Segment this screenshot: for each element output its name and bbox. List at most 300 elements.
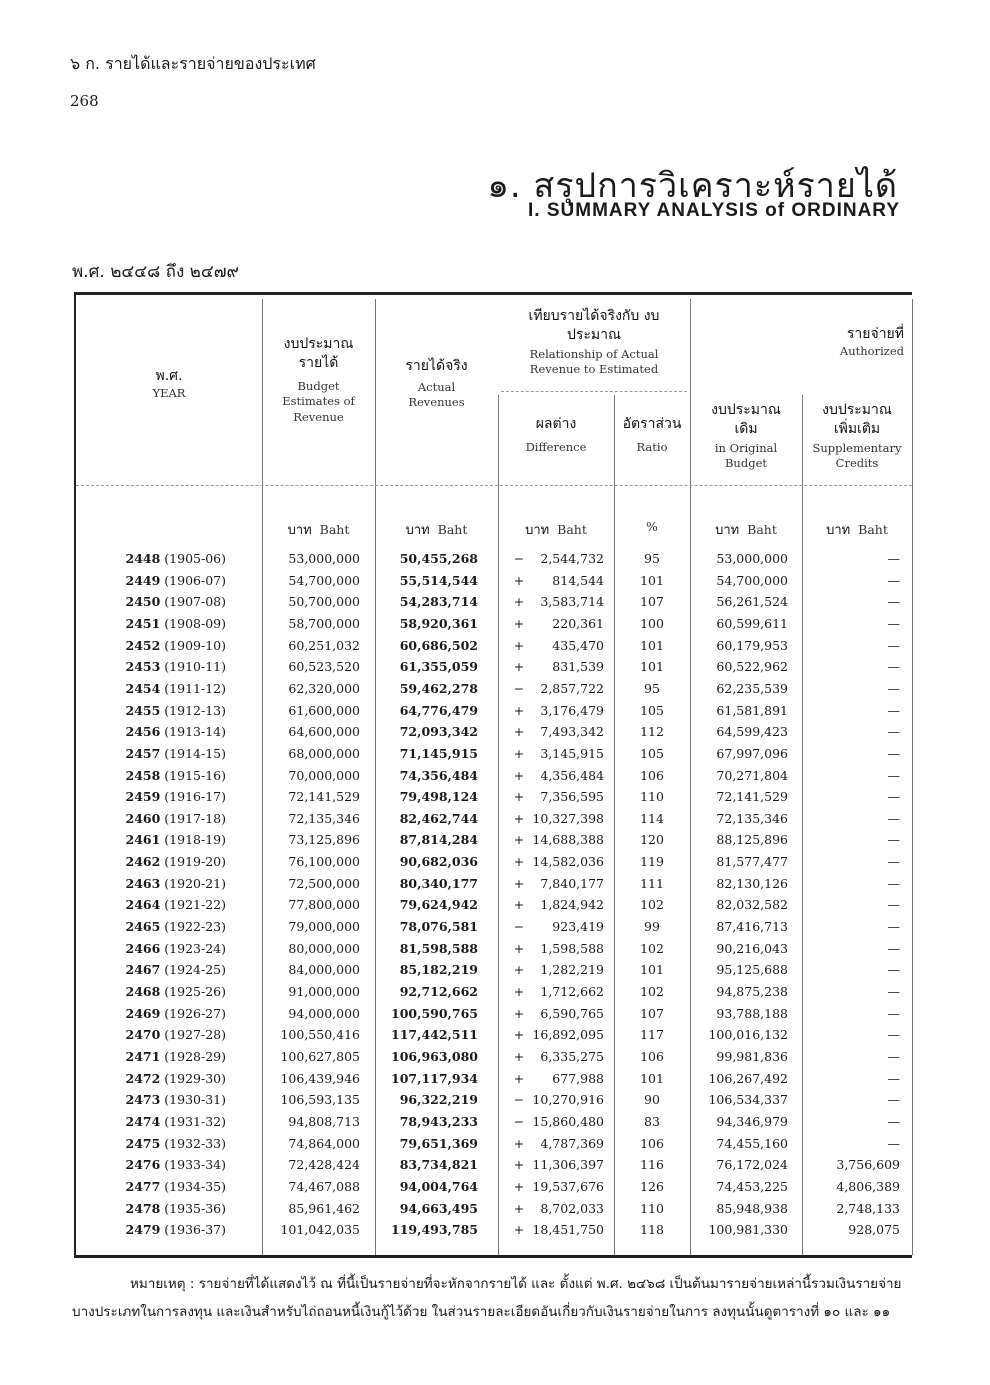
table-row — [76, 768, 914, 790]
header-supplementary — [802, 401, 912, 472]
cell-ratio: 110 — [640, 789, 664, 805]
cell-budget: 53,000,000 — [288, 551, 360, 566]
cell-year: 2477 (1934-35) — [125, 1178, 226, 1194]
cell-actual: 94,663,495 — [399, 1200, 478, 1216]
cell-diff: 14,688,388 — [532, 832, 604, 848]
cell-supp: — — [887, 789, 900, 805]
header-ratio — [614, 415, 690, 455]
header-supplementary-en: Supplementary Credits — [812, 440, 902, 471]
cell-sign: + — [513, 940, 525, 956]
table-row — [76, 616, 914, 638]
cell-actual: 83,734,821 — [399, 1157, 478, 1173]
cell-sign: + — [513, 615, 525, 631]
cell-sign: − — [513, 919, 525, 935]
cell-orig: 60,179,953 — [716, 637, 788, 653]
unit-ratio: % — [646, 519, 658, 534]
cell-actual: 80,340,177 — [399, 875, 478, 891]
cell-orig: 82,130,126 — [716, 875, 788, 891]
cell-diff: 2,544,732 — [540, 551, 604, 566]
cell-supp: — — [887, 615, 900, 631]
cell-supp: — — [887, 940, 900, 956]
cell-ratio: 120 — [640, 832, 664, 848]
table-row — [76, 832, 914, 854]
cell-ratio: 99 — [644, 919, 660, 935]
header-ratio-en: Ratio — [636, 439, 668, 454]
cell-ratio: 100 — [640, 615, 664, 631]
cell-year: 2473 (1930-31) — [125, 1092, 226, 1108]
cell-budget: 74,864,000 — [288, 1135, 360, 1151]
cell-actual: 64,776,479 — [399, 702, 478, 718]
cell-sign: − — [513, 551, 525, 566]
table-row — [76, 1114, 914, 1136]
table-row — [76, 876, 914, 898]
cell-supp: — — [887, 1027, 900, 1043]
cell-diff: 19,537,676 — [532, 1178, 604, 1194]
cell-ratio: 101 — [640, 659, 664, 675]
cell-diff: 7,840,177 — [540, 875, 604, 891]
cell-budget: 72,141,529 — [288, 789, 360, 805]
cell-orig: 90,216,043 — [716, 940, 788, 956]
cell-supp: — — [887, 832, 900, 848]
cell-sign: + — [513, 572, 525, 588]
cell-year: 2472 (1929-30) — [125, 1070, 226, 1086]
cell-budget: 72,500,000 — [288, 875, 360, 891]
cell-ratio: 90 — [644, 1092, 660, 1108]
cell-supp: — — [887, 962, 900, 978]
cell-year: 2468 (1925-26) — [125, 984, 226, 999]
cell-sign: + — [513, 1200, 525, 1216]
cell-orig: 53,000,000 — [716, 551, 788, 566]
cell-supp: — — [887, 745, 900, 761]
cell-ratio: 101 — [640, 1070, 664, 1086]
cell-supp: 928,075 — [848, 1222, 900, 1238]
cell-budget: 106,593,135 — [280, 1092, 360, 1108]
cell-budget: 50,700,000 — [288, 594, 360, 610]
cell-actual: 87,814,284 — [399, 832, 478, 848]
cell-ratio: 106 — [640, 1135, 664, 1151]
cell-ratio: 112 — [640, 724, 664, 740]
cell-supp: 4,806,389 — [836, 1178, 900, 1194]
table-row — [76, 897, 914, 919]
cell-ratio: 95 — [644, 551, 660, 566]
table-row — [76, 573, 914, 595]
cell-year: 2463 (1920-21) — [125, 875, 226, 891]
cell-ratio: 102 — [640, 897, 664, 913]
cell-year: 2457 (1914-15) — [125, 745, 226, 761]
cell-supp: — — [887, 702, 900, 718]
cell-budget: 79,000,000 — [288, 919, 360, 935]
cell-budget: 72,428,424 — [288, 1157, 360, 1173]
cell-year: 2471 (1928-29) — [125, 1048, 226, 1064]
cell-orig: 72,135,346 — [716, 810, 788, 826]
cell-diff: 10,270,916 — [532, 1092, 604, 1108]
cell-sign: − — [513, 1092, 525, 1108]
cell-sign: + — [513, 810, 525, 826]
cell-orig: 70,271,804 — [716, 767, 788, 783]
cell-orig: 56,261,524 — [716, 594, 788, 610]
cell-ratio: 119 — [640, 854, 664, 870]
cell-actual: 85,182,219 — [399, 962, 478, 978]
cell-ratio: 106 — [640, 767, 664, 783]
cell-supp: — — [887, 659, 900, 675]
cell-sign: + — [513, 789, 525, 805]
cell-diff: 7,493,342 — [540, 724, 604, 740]
cell-diff: 1,824,942 — [540, 897, 604, 913]
table-row — [76, 984, 914, 1006]
cell-year: 2450 (1907-08) — [125, 594, 226, 610]
header-ratio-th: อัตราส่วน — [622, 416, 682, 432]
cell-budget: 72,135,346 — [288, 810, 360, 826]
cell-diff: 3,176,479 — [540, 702, 604, 718]
cell-actual: 117,442,511 — [391, 1027, 478, 1043]
cell-year: 2464 (1921-22) — [125, 897, 226, 913]
cell-year: 2466 (1923-24) — [125, 940, 226, 956]
cell-supp: — — [887, 1113, 900, 1129]
cell-orig: 100,981,330 — [708, 1222, 788, 1238]
cell-ratio: 101 — [640, 962, 664, 978]
cell-actual: 90,682,036 — [399, 854, 478, 870]
cell-sign: + — [513, 659, 525, 675]
cell-year: 2462 (1919-20) — [125, 854, 226, 870]
cell-orig: 67,997,096 — [716, 745, 788, 761]
cell-actual: 79,624,942 — [399, 897, 478, 913]
table-row — [76, 941, 914, 963]
header-relationship-th: เทียบรายได้จริงกับ งบประมาณ — [528, 308, 660, 343]
cell-ratio: 111 — [640, 875, 664, 891]
cell-sign: + — [513, 962, 525, 978]
cell-orig: 74,455,160 — [716, 1135, 788, 1151]
cell-supp: — — [887, 875, 900, 891]
cell-budget: 58,700,000 — [288, 615, 360, 631]
cell-year: 2460 (1917-18) — [125, 810, 226, 826]
cell-budget: 62,320,000 — [288, 680, 360, 696]
revenue-table — [74, 292, 912, 1258]
cell-orig: 81,577,477 — [716, 854, 788, 870]
cell-sign: − — [513, 680, 525, 696]
cell-ratio: 117 — [640, 1027, 664, 1043]
cell-sign: + — [513, 767, 525, 783]
cell-actual: 54,283,714 — [399, 594, 478, 610]
cell-actual: 119,493,785 — [391, 1222, 478, 1238]
cell-sign: + — [513, 637, 525, 653]
cell-ratio: 105 — [640, 745, 664, 761]
table-row — [76, 789, 914, 811]
cell-sign: + — [513, 1027, 525, 1043]
table-row — [76, 1071, 914, 1093]
cell-budget: 60,523,520 — [288, 659, 360, 675]
cell-budget: 100,550,416 — [280, 1027, 360, 1043]
cell-orig: 93,788,188 — [716, 1005, 788, 1021]
cell-orig: 94,346,979 — [716, 1113, 788, 1129]
cell-sign: − — [513, 1113, 525, 1129]
cell-actual: 58,920,361 — [399, 615, 478, 631]
cell-diff: 831,539 — [552, 659, 604, 675]
cell-diff: 4,356,484 — [540, 767, 604, 783]
cell-budget: 77,800,000 — [288, 897, 360, 913]
table-row — [76, 703, 914, 725]
cell-orig: 88,125,896 — [716, 832, 788, 848]
cell-orig: 60,522,962 — [716, 659, 788, 675]
cell-year: 2458 (1915-16) — [125, 767, 226, 783]
cell-budget: 64,600,000 — [288, 724, 360, 740]
cell-actual: 79,498,124 — [399, 789, 478, 805]
header-divider — [76, 485, 912, 486]
cell-budget: 94,808,713 — [288, 1113, 360, 1129]
cell-ratio: 116 — [640, 1157, 664, 1173]
cell-supp: — — [887, 572, 900, 588]
cell-budget: 91,000,000 — [288, 984, 360, 999]
cell-orig: 62,235,539 — [716, 680, 788, 696]
unit-actual: บาท Baht — [405, 522, 468, 538]
header-budget-th: งบประมาณ รายได้ — [283, 336, 354, 371]
cell-diff: 3,583,714 — [540, 594, 604, 610]
cell-orig: 106,267,492 — [708, 1070, 788, 1086]
table-row — [76, 1006, 914, 1028]
header-difference-en: Difference — [525, 439, 587, 454]
cell-sign: + — [513, 1070, 525, 1086]
cell-year: 2456 (1913-14) — [125, 724, 226, 740]
cell-orig: 85,948,938 — [716, 1200, 788, 1216]
cell-year: 2448 (1905-06) — [125, 551, 226, 566]
cell-actual: 78,076,581 — [399, 919, 478, 935]
cell-supp: — — [887, 1005, 900, 1021]
cell-supp: — — [887, 854, 900, 870]
table-row — [76, 962, 914, 984]
header-actual-th: รายได้จริง — [405, 358, 468, 374]
footnote-text: รายจ่ายที่ได้แสดงไว้ ณ ที่นี้เป็นรายจ่ายที่จะหักจากรายได้ และ ตั้งแต่ พ.ศ. ๒๔๖๘ เป็นต้นมารายจ่ายเหล่านี้รวมเงินรายจ่ายบางประเภทในการลงทุน และเงินสำหรับไถ่ถอนหนี้เงินกู้ไว้ด้วย ในส่วนรายละเอียดอันเกี่ยวกับเงินรายจ่ายในการ ลงทุนนั้นดูตารางที่ ๑๐ และ ๑๑ — [72, 1276, 902, 1320]
header-difference-th: ผลต่าง — [535, 416, 577, 432]
cell-diff: 11,306,397 — [532, 1157, 604, 1173]
cell-diff: 14,582,036 — [532, 854, 604, 870]
table-row — [76, 1157, 914, 1179]
table-row — [76, 638, 914, 660]
cell-ratio: 107 — [640, 594, 664, 610]
header-relationship — [498, 307, 690, 378]
cell-budget: 74,467,088 — [288, 1178, 360, 1194]
cell-orig: 99,981,836 — [716, 1048, 788, 1064]
cell-orig: 72,141,529 — [716, 789, 788, 805]
cell-actual: 107,117,934 — [391, 1070, 478, 1086]
unit-supplementary: บาท Baht — [826, 522, 888, 538]
cell-sign: + — [513, 594, 525, 610]
cell-budget: 84,000,000 — [288, 962, 360, 978]
cell-diff: 1,712,662 — [540, 984, 604, 999]
table-row — [76, 746, 914, 768]
cell-year: 2475 (1932-33) — [125, 1135, 226, 1151]
header-year — [76, 367, 262, 401]
cell-diff: 220,361 — [552, 615, 604, 631]
cell-year: 2474 (1931-32) — [125, 1113, 226, 1129]
table-row — [76, 854, 914, 876]
cell-year: 2459 (1916-17) — [125, 789, 226, 805]
header-original-th: งบประมาณ เดิม — [711, 402, 781, 437]
cell-ratio: 110 — [640, 1200, 664, 1216]
table-row — [76, 1222, 914, 1244]
cell-actual: 74,356,484 — [399, 767, 478, 783]
cell-diff: 10,327,398 — [532, 810, 604, 826]
cell-sign: + — [513, 745, 525, 761]
cell-supp: — — [887, 984, 900, 999]
cell-year: 2478 (1935-36) — [125, 1200, 226, 1216]
header-relationship-en: Relationship of Actual Revenue to Estimated — [529, 346, 659, 377]
cell-budget: 94,000,000 — [288, 1005, 360, 1021]
cell-supp: — — [887, 810, 900, 826]
cell-sign: + — [513, 1178, 525, 1194]
table-row — [76, 1136, 914, 1158]
cell-actual: 59,462,278 — [399, 680, 478, 696]
cell-supp: — — [887, 919, 900, 935]
cell-budget: 76,100,000 — [288, 854, 360, 870]
cell-ratio: 83 — [644, 1113, 660, 1129]
cell-budget: 60,251,032 — [288, 637, 360, 653]
cell-year: 2465 (1922-23) — [125, 919, 226, 935]
cell-year: 2476 (1933-34) — [125, 1157, 226, 1173]
cell-actual: 71,145,915 — [399, 745, 478, 761]
table-row — [76, 1049, 914, 1071]
cell-orig: 87,416,713 — [716, 919, 788, 935]
header-budget — [262, 335, 375, 425]
cell-year: 2455 (1912-13) — [125, 702, 226, 718]
cell-ratio: 106 — [640, 1048, 664, 1064]
cell-sign: + — [513, 897, 525, 913]
cell-sign: + — [513, 875, 525, 891]
cell-year: 2453 (1910-11) — [125, 659, 226, 675]
cell-budget: 106,439,946 — [280, 1070, 360, 1086]
unit-budget: บาท Baht — [287, 522, 350, 538]
cell-actual: 96,322,219 — [399, 1092, 478, 1108]
cell-sign: + — [513, 854, 525, 870]
cell-diff: 1,598,588 — [540, 940, 604, 956]
cell-supp: 2,748,133 — [836, 1200, 900, 1216]
cell-budget: 100,627,805 — [280, 1048, 360, 1064]
cell-supp: — — [887, 594, 900, 610]
header-authorized-en: Authorized — [839, 343, 904, 358]
cell-diff: 16,892,095 — [532, 1027, 604, 1043]
cell-actual: 50,455,268 — [399, 551, 478, 566]
cell-supp: — — [887, 767, 900, 783]
cell-diff: 1,282,219 — [540, 962, 604, 978]
cell-diff: 8,702,033 — [540, 1200, 604, 1216]
cell-orig: 60,599,611 — [716, 615, 788, 631]
cell-actual: 81,598,588 — [399, 940, 478, 956]
cell-sign: + — [513, 724, 525, 740]
table-row — [76, 724, 914, 746]
cell-diff: 2,857,722 — [540, 680, 604, 696]
cell-sign: + — [513, 1157, 525, 1173]
table-row — [76, 1201, 914, 1223]
cell-budget: 101,042,035 — [280, 1222, 360, 1238]
cell-year: 2469 (1926-27) — [125, 1005, 226, 1021]
cell-sign: + — [513, 1135, 525, 1151]
cell-supp: — — [887, 1092, 900, 1108]
cell-orig: 100,016,132 — [708, 1027, 788, 1043]
header-original — [690, 401, 802, 472]
cell-year: 2452 (1909-10) — [125, 637, 226, 653]
cell-sign: + — [513, 702, 525, 718]
cell-actual: 60,686,502 — [399, 637, 478, 653]
cell-orig: 106,534,337 — [708, 1092, 788, 1108]
cell-sign: + — [513, 1005, 525, 1021]
table-row — [76, 1027, 914, 1049]
table-row — [76, 681, 914, 703]
cell-diff: 677,988 — [552, 1070, 604, 1086]
cell-orig: 82,032,582 — [716, 897, 788, 913]
cell-diff: 6,335,275 — [540, 1048, 604, 1064]
cell-supp: — — [887, 1135, 900, 1151]
cell-diff: 4,787,369 — [540, 1135, 604, 1151]
header-supplementary-th: งบประมาณ เพิ่มเติม — [822, 402, 892, 437]
cell-supp: — — [887, 897, 900, 913]
chapter-heading: ๖ ก. รายได้และรายจ่ายของประเทศ — [70, 54, 316, 73]
cell-diff: 923,419 — [552, 919, 604, 935]
cell-actual: 72,093,342 — [399, 724, 478, 740]
cell-orig: 74,453,225 — [716, 1178, 788, 1194]
table-row — [76, 811, 914, 833]
header-original-en: in Original Budget — [714, 440, 778, 471]
cell-diff: 435,470 — [552, 637, 604, 653]
cell-ratio: 102 — [640, 940, 664, 956]
header-year-en: YEAR — [152, 385, 186, 400]
cell-orig: 94,875,238 — [716, 984, 788, 999]
cell-orig: 54,700,000 — [716, 572, 788, 588]
cell-year: 2470 (1927-28) — [125, 1027, 226, 1043]
cell-orig: 61,581,891 — [716, 702, 788, 718]
cell-ratio: 102 — [640, 984, 664, 999]
cell-budget: 68,000,000 — [288, 745, 360, 761]
header-authorized — [802, 325, 912, 359]
unit-difference: บาท Baht — [525, 522, 587, 538]
cell-sign: + — [513, 832, 525, 848]
table-row — [76, 551, 914, 573]
cell-ratio: 126 — [640, 1178, 664, 1194]
cell-budget: 70,000,000 — [288, 767, 360, 783]
cell-actual: 78,943,233 — [399, 1113, 478, 1129]
table-row — [76, 919, 914, 941]
cell-actual: 55,514,544 — [399, 572, 478, 588]
header-authorized-th: รายจ่ายที่ — [846, 326, 904, 342]
table-row — [76, 1179, 914, 1201]
cell-sign: + — [513, 1048, 525, 1064]
cell-supp: — — [887, 1070, 900, 1086]
cell-actual: 94,004,764 — [399, 1178, 478, 1194]
title-thai: ๑. สรุปการวิเคราะห์รายได้ — [487, 166, 898, 206]
cell-supp: — — [887, 680, 900, 696]
cell-year: 2479 (1936-37) — [125, 1222, 226, 1238]
cell-diff: 18,451,750 — [532, 1222, 604, 1238]
cell-orig: 64,599,423 — [716, 724, 788, 740]
unit-original: บาท Baht — [715, 522, 777, 538]
cell-ratio: 107 — [640, 1005, 664, 1021]
header-year-th: พ.ศ. — [155, 368, 183, 384]
cell-ratio: 95 — [644, 680, 660, 696]
cell-supp: 3,756,609 — [836, 1157, 900, 1173]
header-difference — [498, 415, 614, 455]
cell-supp: — — [887, 1048, 900, 1064]
footnote-label: หมายเหตุ : — [130, 1276, 195, 1292]
cell-budget: 61,600,000 — [288, 702, 360, 718]
cell-year: 2461 (1918-19) — [125, 832, 226, 848]
table-row — [76, 1092, 914, 1114]
title-english: I. SUMMARY ANALYSIS of ORDINARY — [528, 200, 900, 221]
cell-actual: 106,963,080 — [391, 1048, 478, 1064]
header-actual-en: Actual Revenues — [408, 379, 465, 410]
cell-actual: 92,712,662 — [399, 984, 478, 999]
header-divider — [501, 391, 687, 392]
cell-budget: 54,700,000 — [288, 572, 360, 588]
cell-supp: — — [887, 724, 900, 740]
cell-budget: 73,125,896 — [288, 832, 360, 848]
cell-year: 2451 (1908-09) — [125, 615, 226, 631]
